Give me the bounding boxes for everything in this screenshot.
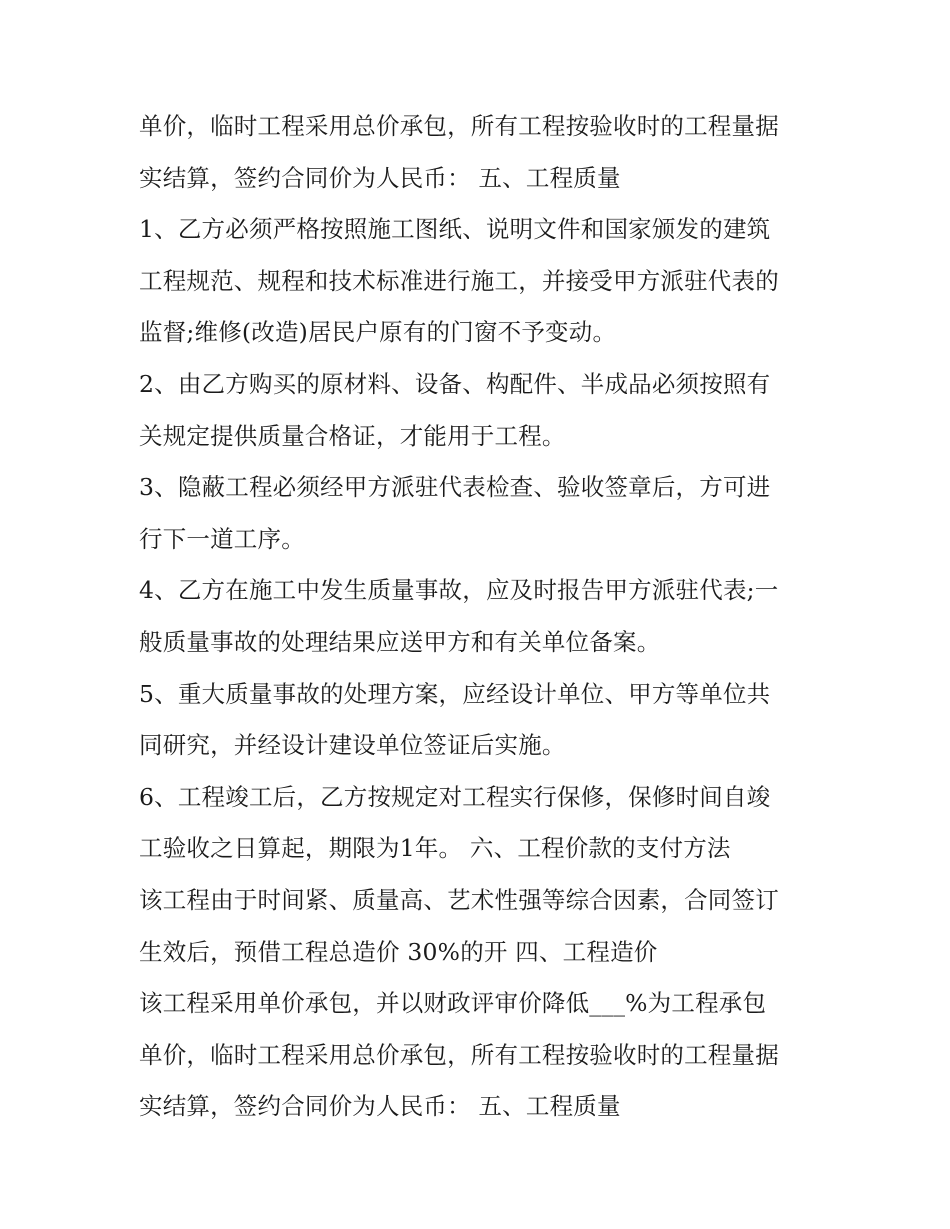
text-line: 同研究，并经设计建设单位签证后实施。 [139, 731, 566, 760]
text-line: 2、由乙方购买的原材料、设备、构配件、半成品必须按照有 [139, 369, 771, 398]
text-line: 该工程采用单价承包，并以财政评审价降低___%为工程承包 [139, 989, 767, 1018]
text-line: 6、工程竣工后，乙方按规定对工程实行保修，保修时间自竣 [139, 782, 771, 811]
body-text [139, 101, 839, 1133]
text-line: 实结算，签约合同价为人民币： 五、工程质量 [139, 163, 621, 192]
text-line: 单价，临时工程采用总价承包，所有工程按验收时的工程量据 [139, 1040, 779, 1069]
text-line: 5、重大质量事故的处理方案，应经设计单位、甲方等单位共 [139, 679, 771, 708]
text-line: 行下一道工序。 [139, 524, 305, 553]
text-line: 监督;维修(改造)居民户原有的门窗不予变动。 [139, 318, 617, 347]
text-line: 1、乙方必须严格按照施工图纸、说明文件和国家颁发的建筑 [139, 215, 771, 244]
text-line: 3、隐蔽工程必须经甲方派驻代表检查、验收签章后，方可进 [139, 473, 771, 502]
text-line: 生效后，预借工程总造价 30%的开 四、工程造价 [139, 937, 658, 966]
text-line: 关规定提供质量合格证，才能用于工程。 [139, 421, 566, 450]
text-line: 实结算，签约合同价为人民币： 五、工程质量 [139, 1092, 621, 1121]
text-line: 般质量事故的处理结果应送甲方和有关单位备案。 [139, 627, 661, 656]
text-line: 单价，临时工程采用总价承包，所有工程按验收时的工程量据 [139, 112, 779, 140]
text-line: 该工程由于时间紧、质量高、艺术性强等综合因素，合同签订 [139, 885, 779, 914]
text-line: 工程规范、规程和技术标准进行施工，并接受甲方派驻代表的 [139, 266, 779, 295]
text-line: 工验收之日算起，期限为1年。 六、工程价款的支付方法 [139, 834, 731, 863]
text-line: 4、乙方在施工中发生质量事故，应及时报告甲方派驻代表;一 [139, 576, 779, 605]
